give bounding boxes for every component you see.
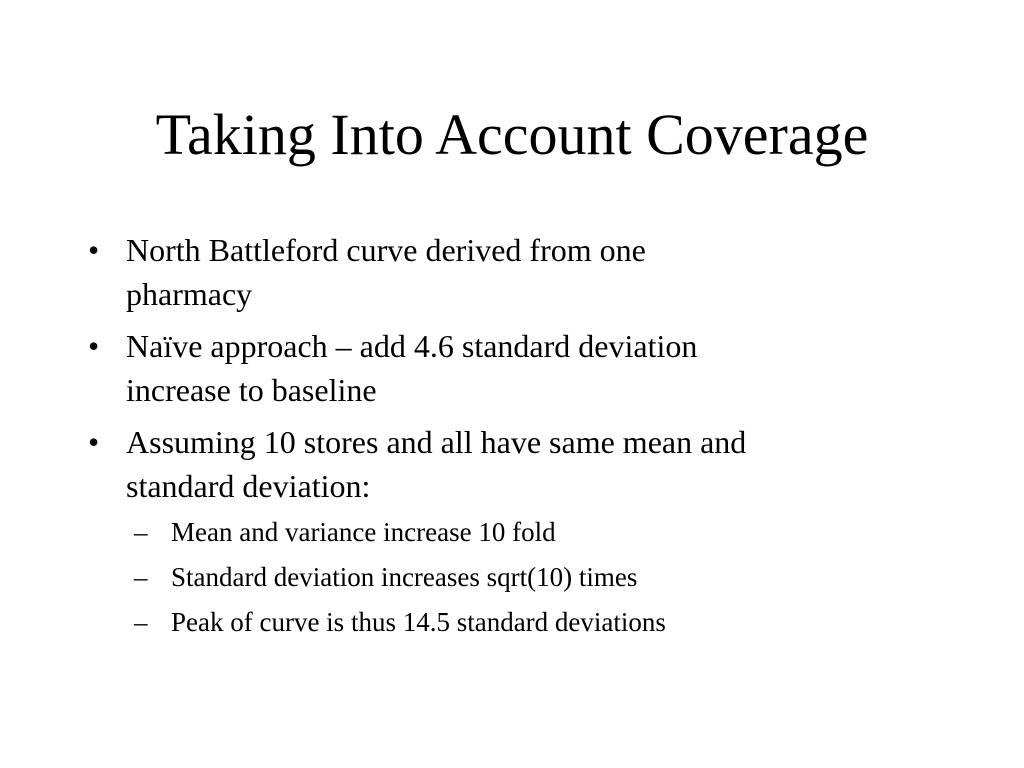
bullet-item-1: [88, 228, 948, 316]
bullet-marker: •: [88, 328, 100, 364]
sub-bullet-marker: –: [134, 517, 148, 547]
sub-bullet-text: Standard deviation increases sqrt(10) times: [171, 562, 638, 592]
sub-bullet-item-2: [126, 555, 948, 600]
sub-bullet-marker: –: [134, 562, 148, 592]
bullet-text-line: North Battleford curve derived from one: [126, 232, 646, 268]
bullet-item-2: [88, 324, 948, 412]
bullet-text-line: increase to baseline: [126, 372, 377, 408]
bullet-marker: •: [88, 424, 100, 460]
sub-bullet-list: [126, 510, 948, 645]
bullet-text-line: standard deviation:: [126, 468, 371, 504]
bullet-text-line: Naïve approach – add 4.6 standard deviation: [126, 328, 698, 364]
bullet-item-3: [88, 420, 948, 645]
bullet-list: [88, 228, 948, 653]
sub-bullet-text: Mean and variance increase 10 fold: [171, 517, 556, 547]
bullet-text-line: Assuming 10 stores and all have same mean and: [126, 424, 747, 460]
bullet-marker: •: [88, 232, 100, 268]
sub-bullet-item-3: [126, 600, 948, 645]
sub-bullet-item-1: [126, 510, 948, 555]
bullet-text-line: pharmacy: [126, 276, 253, 312]
sub-bullet-marker: –: [134, 607, 148, 637]
slide-title: Taking Into Account Coverage: [155, 102, 869, 167]
sub-bullet-text: Peak of curve is thus 14.5 standard deviations: [171, 607, 666, 637]
